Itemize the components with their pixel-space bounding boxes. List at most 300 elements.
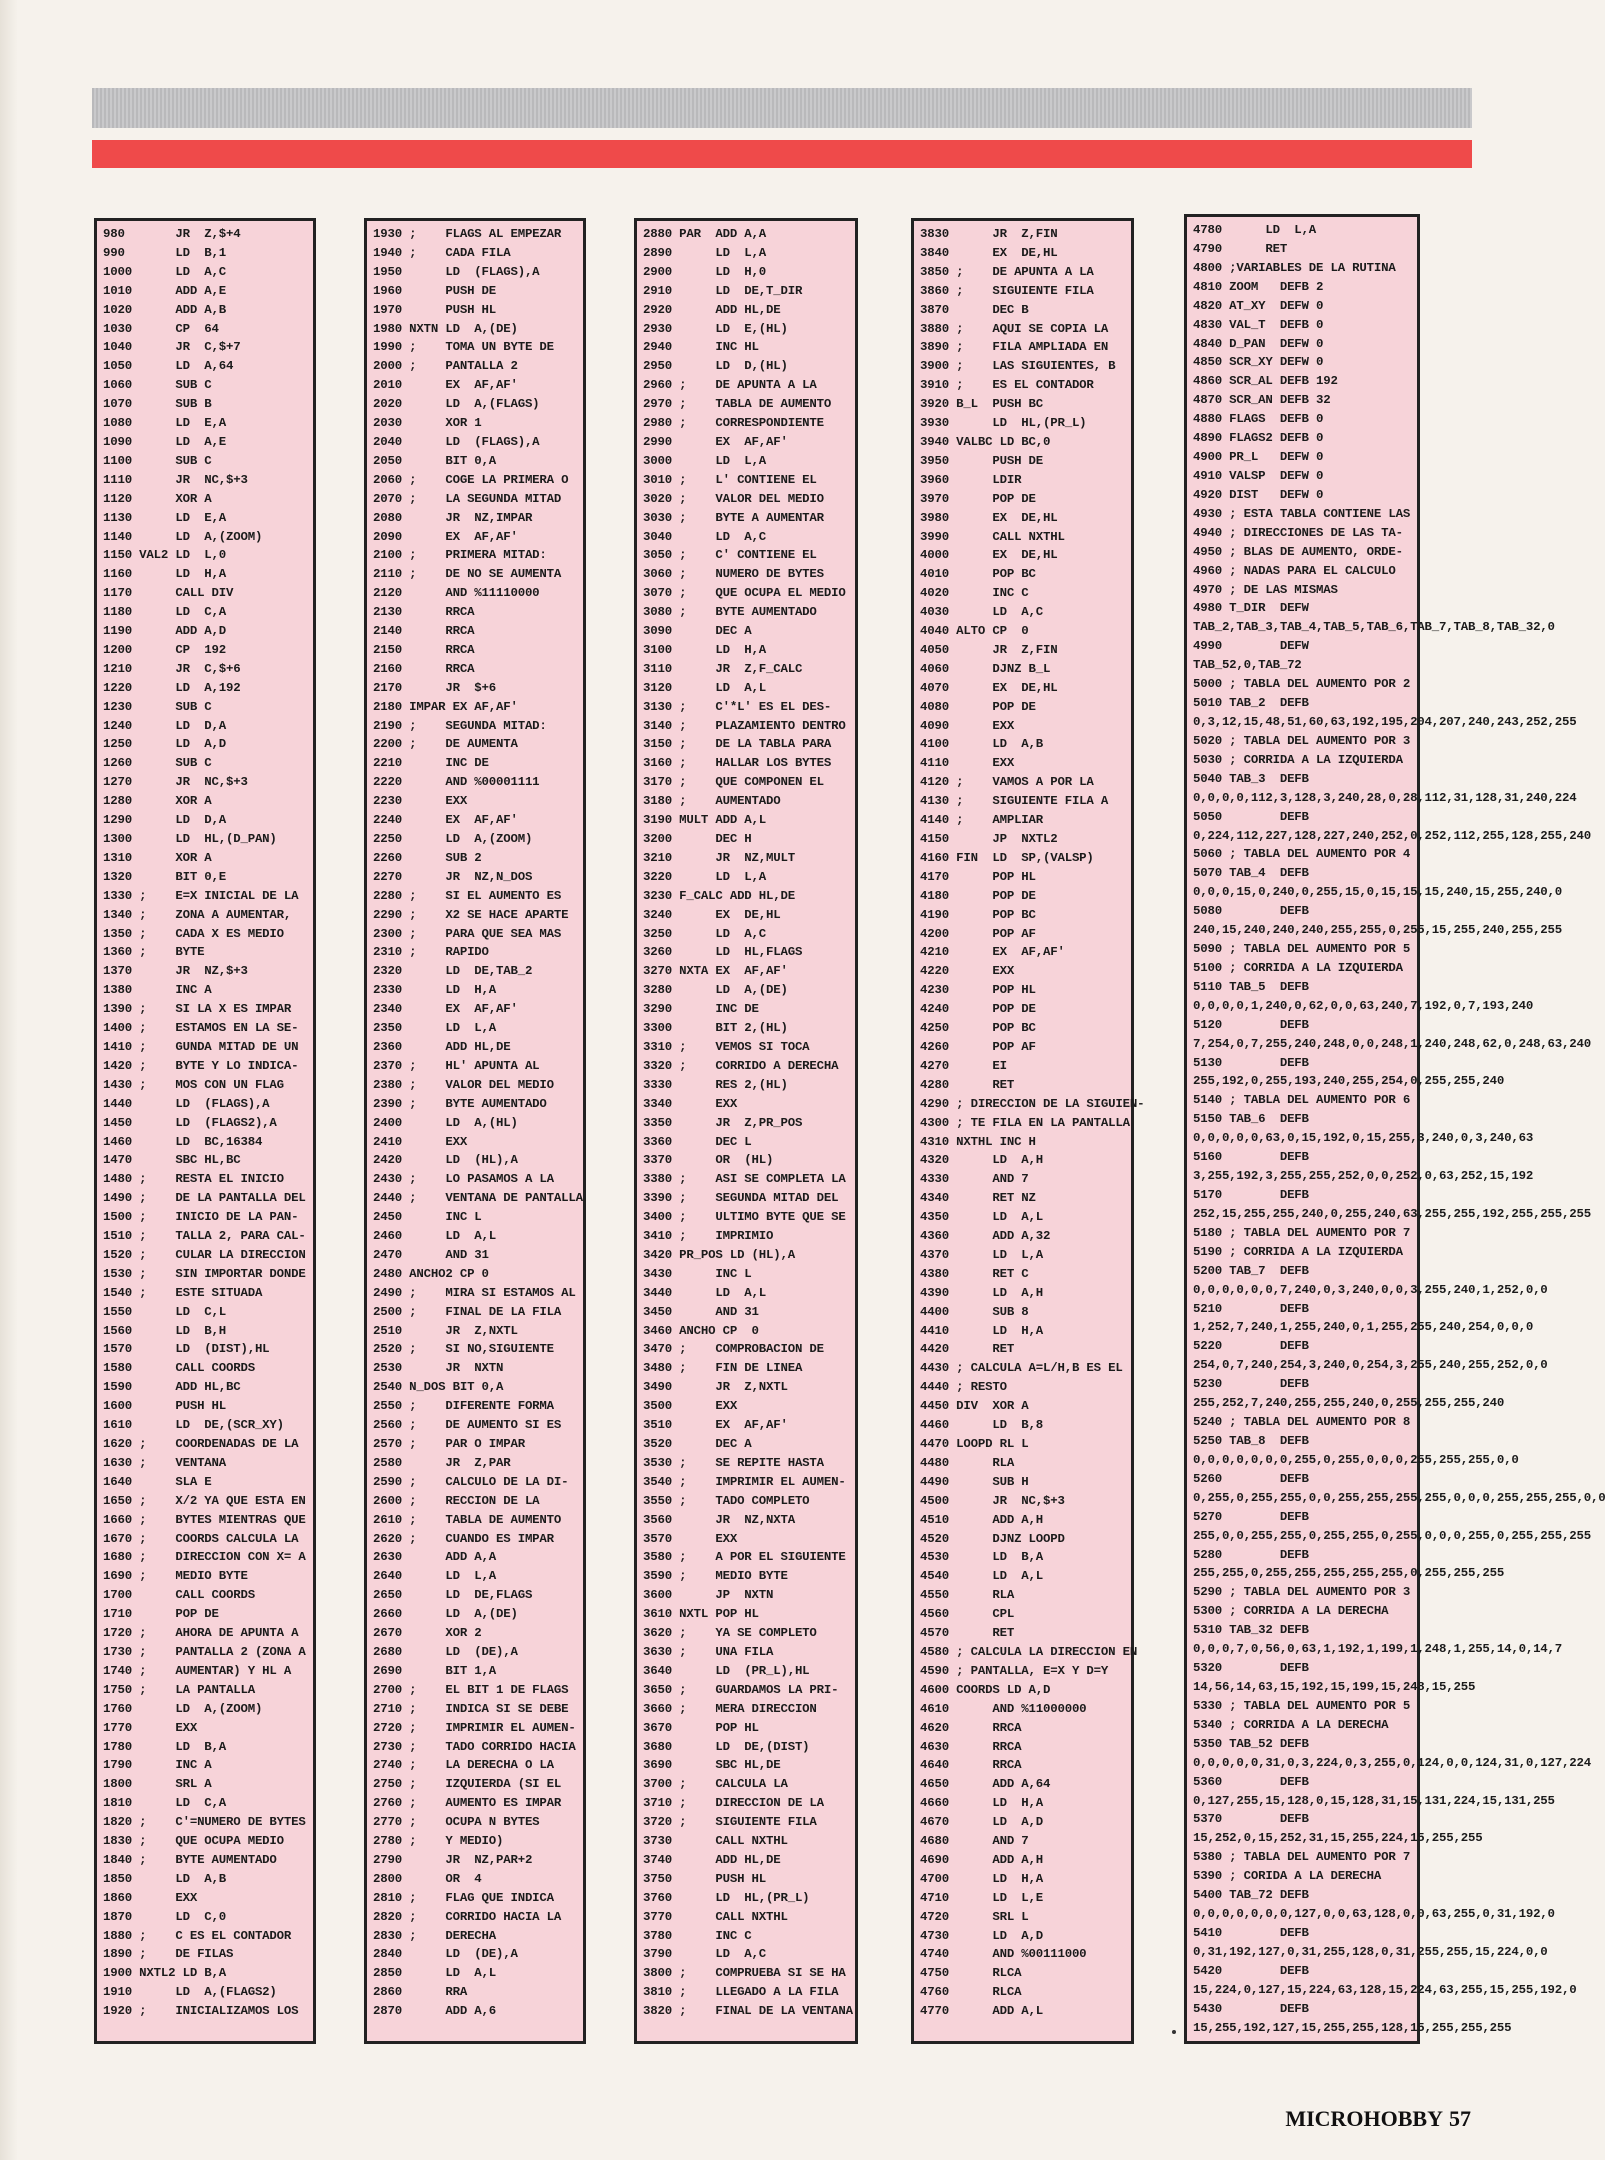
- code-line: 2290 ; X2 SE HACE APARTE: [373, 907, 569, 922]
- code-line: 1840 ; BYTE AUMENTADO: [103, 1852, 277, 1867]
- code-line: 3250 LD A,C: [643, 926, 767, 941]
- code-line: 4660 LD H,A: [920, 1796, 1044, 1811]
- code-line: 5220 DEFB 254,0,7,240,254,3,240,0,254,3,255,240,255,252,0,0: [1193, 1339, 1548, 1373]
- code-line: 4870 SCR_AN DEFB 32: [1193, 393, 1331, 408]
- code-line: 2930 LD E,(HL): [643, 321, 788, 336]
- code-line: 3640 LD (PR_L),HL: [643, 1663, 810, 1678]
- code-line: 1580 CALL COORDS: [103, 1361, 255, 1376]
- code-line: 3000 LD L,A: [643, 453, 767, 468]
- code-line: 4820 AT_XY DEFW 0: [1193, 298, 1324, 313]
- code-line: 3480 ; FIN DE LINEA: [643, 1361, 803, 1376]
- code-line: 2660 LD A,(DE): [373, 1607, 518, 1622]
- code-line: 4250 POP BC: [920, 1021, 1036, 1036]
- code-line: 2510 JR Z,NXTL: [373, 1323, 518, 1338]
- code-line: 1620 ; COORDENADAS DE LA: [103, 1437, 299, 1451]
- code-line: 5270 DEFB 255,0,0,255,255,0,255,255,0,255,0,0,0,255,0,255,255,255: [1193, 1509, 1591, 1543]
- code-line: 3040 LD A,C: [643, 529, 767, 544]
- code-line: 5190 ; CORRIDA A LA IZQUIERDA: [1193, 1244, 1403, 1259]
- code-line: 3880 ; AQUI SE COPIA LA: [920, 321, 1109, 336]
- code-line: 4960 ; NADAS PARA EL CALCULO: [1193, 563, 1396, 578]
- code-line: 2050 BIT 0,A: [373, 453, 497, 468]
- code-line: 2220 AND %00001111: [373, 775, 540, 790]
- code-line: 3080 ; BYTE AUMENTADO: [643, 605, 817, 620]
- code-line: 2820 ; CORRIDO HACIA LA: [373, 1909, 562, 1924]
- code-line: 1260 SUB C: [103, 756, 212, 771]
- code-line: 5170 DEFB 252,15,255,255,240,0,255,240,63,255,255,192,255,255,255: [1193, 1188, 1591, 1221]
- code-line: 4630 RRCA: [920, 1739, 1022, 1754]
- code-line: 4600 COORDS LD A,D: [920, 1682, 1051, 1697]
- code-line: 3050 ; C' CONTIENE EL: [643, 548, 817, 563]
- code-line: 3540 ; IMPRIMIR EL AUMEN-: [643, 1474, 846, 1489]
- code-line: 3140 ; PLAZAMIENTO DENTRO: [643, 718, 846, 733]
- code-line: 2400 LD A,(HL): [373, 1115, 518, 1130]
- code-line: 2380 ; VALOR DEL MEDIO: [373, 1077, 554, 1092]
- code-line: 4830 VAL_T DEFB 0: [1193, 317, 1324, 332]
- code-line: 3010 ; L' CONTIENE EL: [643, 472, 817, 487]
- code-line: 2810 ; FLAG QUE INDICA: [373, 1890, 554, 1905]
- code-line: 1450 LD (FLAGS2),A: [103, 1115, 277, 1130]
- code-line: 3710 ; DIRECCION DE LA: [643, 1796, 824, 1811]
- code-line: 4280 RET: [920, 1077, 1015, 1092]
- code-line: 1570 LD (DIST),HL: [103, 1342, 270, 1357]
- code-line: 5300 ; CORRIDA A LA DERECHA: [1193, 1604, 1389, 1619]
- code-line: 1160 LD H,A: [103, 567, 227, 582]
- code-line: 1970 PUSH HL: [373, 302, 497, 317]
- code-line: 3580 ; A POR EL SIGUIENTE: [643, 1550, 846, 1565]
- code-line: 4880 FLAGS DEFB 0: [1193, 412, 1324, 427]
- code-line: 2970 ; TABLA DE AUMENTO: [643, 397, 832, 412]
- code-line: 4980 T_DIR DEFW TAB_2,TAB_3,TAB_4,TAB_5,TAB_6,TAB_7,TAB_8,TAB_32,0: [1193, 601, 1555, 635]
- code-line: 3460 ANCHO CP 0: [643, 1323, 759, 1338]
- code-line: 1390 ; SI LA X ES IMPAR: [103, 1002, 292, 1017]
- code-line: 1430 ; MOS CON UN FLAG: [103, 1077, 284, 1092]
- code-line: 4330 AND 7: [920, 1172, 1029, 1187]
- code-line: 3320 ; CORRIDO A DERECHA: [643, 1058, 839, 1073]
- code-line: 3150 ; DE LA TABLA PARA: [643, 737, 832, 752]
- code-line: 2350 LD L,A: [373, 1021, 497, 1036]
- code-line: 2280 ; SI EL AUMENTO ES: [373, 888, 562, 903]
- code-line: 3380 ; ASI SE COMPLETA LA: [643, 1172, 846, 1187]
- code-line: 4020 INC C: [920, 586, 1029, 601]
- code-line: 5140 ; TABLA DEL AUMENTO POR 6: [1193, 1093, 1411, 1108]
- code-line: 1380 INC A: [103, 983, 212, 998]
- code-line: 3360 DEC L: [643, 1134, 752, 1149]
- code-line: 3550 ; TADO COMPLETO: [643, 1493, 810, 1508]
- code-line: 3470 ; COMPROBACION DE: [643, 1342, 824, 1357]
- code-line: 3210 JR NZ,MULT: [643, 850, 795, 865]
- code-line: 3510 EX AF,AF': [643, 1418, 788, 1433]
- code-line: 3410 ; IMPRIMIO: [643, 1229, 774, 1244]
- code-line: 1750 ; LA PANTALLA: [103, 1682, 255, 1697]
- code-line: 3910 ; ES EL CONTADOR: [920, 378, 1094, 393]
- code-line: 4570 RET: [920, 1626, 1015, 1641]
- code-line: 1980 NXTN LD A,(DE): [373, 321, 518, 336]
- code-line: 4230 POP HL: [920, 983, 1036, 998]
- code-line: 4010 POP BC: [920, 567, 1036, 582]
- code-line: 1010 ADD A,E: [103, 283, 227, 298]
- code-line: 5390 ; CORIDA A LA DERECHA: [1193, 1869, 1382, 1884]
- code-line: 1850 LD A,B: [103, 1871, 227, 1886]
- code-line: 1170 CALL DIV: [103, 586, 234, 601]
- code-line: 4180 POP DE: [920, 888, 1036, 903]
- code-line: 3620 ; YA SE COMPLETO: [643, 1626, 817, 1641]
- header-grey-band: [92, 88, 1472, 128]
- code-line: 1150 VAL2 LD L,0: [103, 548, 227, 563]
- code-line: 3760 LD HL,(PR_L): [643, 1890, 810, 1905]
- code-line: 2980 ; CORRESPONDIENTE: [643, 416, 824, 431]
- code-line: 4450 DIV XOR A: [920, 1399, 1029, 1414]
- code-line: 2160 RRCA: [373, 661, 475, 676]
- code-line: 3660 ; MERA DIRECCION: [643, 1701, 817, 1716]
- code-line: 5430 DEFB 15,255,192,127,15,255,255,128,15,255,255,255: [1193, 2001, 1512, 2035]
- code-line: 2230 EXX: [373, 794, 468, 809]
- code-line: 4120 ; VAMOS A POR LA: [920, 775, 1094, 790]
- code-line: 2670 XOR 2: [373, 1626, 482, 1641]
- code-line: 1190 ADD A,D: [103, 624, 227, 639]
- code-line: 2680 LD (DE),A: [373, 1644, 518, 1659]
- code-line: 1730 ; PANTALLA 2 (ZONA A: [103, 1644, 306, 1659]
- code-line: 1310 XOR A: [103, 850, 212, 865]
- code-line: 4970 ; DE LAS MISMAS: [1193, 582, 1338, 597]
- code-line: 4210 EX AF,AF': [920, 945, 1065, 960]
- code-line: 2310 ; RAPIDO: [373, 945, 489, 960]
- code-line: 4420 RET: [920, 1342, 1015, 1357]
- code-line: 5020 ; TABLA DEL AUMENTO POR 3: [1193, 733, 1411, 748]
- code-line: 1890 ; DE FILAS: [103, 1947, 234, 1962]
- code-line: 4380 RET C: [920, 1266, 1029, 1281]
- code-line: 3730 CALL NXTHL: [643, 1834, 788, 1849]
- code-line: 5040 TAB_3 DEFB 0,0,0,0,112,3,128,3,240,28,0,28,112,31,128,31,240,224: [1193, 771, 1577, 805]
- code-line: 5050 DEFB 0,224,112,227,128,227,240,252,0,252,112,255,128,255,240: [1193, 809, 1591, 843]
- code-line: 2200 ; DE AUMENTA: [373, 737, 518, 752]
- code-line: 1060 SUB C: [103, 378, 212, 393]
- code-line: 3450 AND 31: [643, 1304, 759, 1319]
- code-line: 2900 LD H,0: [643, 264, 767, 279]
- code-line: 2710 ; INDICA SI SE DEBE: [373, 1701, 569, 1716]
- code-line: 2890 LD L,A: [643, 245, 767, 260]
- code-line: 2590 ; CALCULO DE LA DI-: [373, 1474, 569, 1489]
- code-line: 3980 EX DE,HL: [920, 510, 1058, 525]
- code-line: 4890 FLAGS2 DEFB 0: [1193, 431, 1324, 446]
- code-line: 4670 LD A,D: [920, 1815, 1044, 1830]
- code-line: 2600 ; RECCION DE LA: [373, 1493, 540, 1508]
- code-line: 1680 ; DIRECCION CON X= A: [103, 1550, 306, 1565]
- code-line: 1940 ; CADA FILA: [373, 245, 511, 260]
- code-line: 2320 LD DE,TAB_2: [373, 964, 533, 979]
- code-line: 4360 ADD A,32: [920, 1229, 1051, 1244]
- code-line: 1300 LD HL,(D_PAN): [103, 832, 277, 846]
- code-line: 4490 SUB H: [920, 1474, 1029, 1489]
- code-line: 4750 RLCA: [920, 1966, 1022, 1981]
- code-line: 4390 LD A,H: [920, 1285, 1044, 1300]
- code-line: 4030 LD A,C: [920, 605, 1044, 620]
- code-line: 1420 ; BYTE Y LO INDICA-: [103, 1058, 299, 1073]
- code-line: 4840 D_PAN DEFW 0: [1193, 336, 1324, 351]
- code-line: 5410 DEFB 0,31,192,127,0,31,255,128,0,31,255,255,15,224,0,0: [1193, 1925, 1548, 1959]
- code-line: 4940 ; DIRECCIONES DE LAS TA-: [1193, 525, 1403, 540]
- code-line: 5030 ; CORRIDA A LA IZQUIERDA: [1193, 752, 1403, 767]
- code-line: 3670 POP HL: [643, 1720, 759, 1735]
- code-line: 5250 TAB_8 DEFB 0,0,0,0,0,0,0,255,0,255,0,0,0,255,255,255,0,0: [1193, 1434, 1519, 1467]
- code-line: 1340 ; ZONA A AUMENTAR,: [103, 907, 292, 922]
- code-line: 2960 ; DE APUNTA A LA: [643, 378, 817, 393]
- code-line: 1530 ; SIN IMPORTAR DONDE: [103, 1266, 306, 1281]
- code-line: 3600 JP NXTN: [643, 1588, 774, 1603]
- code-line: 1000 LD A,C: [103, 264, 227, 279]
- code-line: 1860 EXX: [103, 1890, 198, 1905]
- code-line: 4100 LD A,B: [920, 737, 1044, 752]
- code-line: 980 JR Z,$+4: [103, 227, 241, 241]
- code-line: 3100 LD H,A: [643, 642, 767, 657]
- code-line: 2740 ; LA DERECHA O LA: [373, 1758, 554, 1773]
- code-line: 1470 SBC HL,BC: [103, 1153, 241, 1168]
- code-line: 3200 DEC H: [643, 832, 752, 846]
- page-edge: [0, 0, 18, 2160]
- code-line: 2910 LD DE,T_DIR: [643, 283, 803, 298]
- code-line: 2730 ; TADO CORRIDO HACIA: [373, 1739, 576, 1754]
- code-line: 5000 ; TABLA DEL AUMENTO POR 2: [1193, 677, 1411, 692]
- code-line: 2140 RRCA: [373, 624, 475, 639]
- code-line: 4370 LD L,A: [920, 1247, 1044, 1262]
- code-line: 2300 ; PARA QUE SEA MAS: [373, 926, 562, 941]
- code-line: 1800 SRL A: [103, 1777, 212, 1792]
- code-line: 4860 SCR_AL DEFB 192: [1193, 374, 1338, 389]
- code-line: 3940 VALBC LD BC,0: [920, 434, 1051, 449]
- code-line: 2760 ; AUMENTO ES IMPAR: [373, 1796, 562, 1811]
- code-line: 3160 ; HALLAR LOS BYTES: [643, 756, 832, 771]
- code-line: 1870 LD C,0: [103, 1909, 227, 1924]
- code-line: 2630 ADD A,A: [373, 1550, 497, 1565]
- code-line: 4470 LOOPD RL L: [920, 1437, 1029, 1451]
- code-line: 4050 JR Z,FIN: [920, 642, 1058, 657]
- code-line: 3830 JR Z,FIN: [920, 227, 1058, 241]
- code-line: 2210 INC DE: [373, 756, 489, 771]
- code-line: 4190 POP BC: [920, 907, 1036, 922]
- code-line: 1230 SUB C: [103, 699, 212, 714]
- code-line: 5210 DEFB 1,252,7,240,1,255,240,0,1,255,255,240,254,0,0,0: [1193, 1301, 1534, 1335]
- listing-column-3: [634, 218, 858, 2044]
- code-line: 2470 AND 31: [373, 1247, 489, 1262]
- code-line: 3810 ; LLEGADO A LA FILA: [643, 1985, 839, 2000]
- code-line: 4800 ;VARIABLES DE LA RUTINA: [1193, 260, 1396, 275]
- code-line: 4950 ; BLAS DE AUMENTO, ORDE-: [1193, 544, 1403, 559]
- code-line: 4900 PR_L DEFW 0: [1193, 450, 1324, 465]
- code-line: 3840 EX DE,HL: [920, 245, 1058, 260]
- code-line: 2170 JR $+6: [373, 680, 497, 695]
- code-line: 4540 LD A,L: [920, 1569, 1044, 1584]
- code-line: 1950 LD (FLAGS),A: [373, 264, 540, 279]
- magazine-name: MICROHOBBY: [1285, 2106, 1443, 2131]
- code-line: 3280 LD A,(DE): [643, 983, 788, 998]
- code-line: 3920 B_L PUSH BC: [920, 397, 1044, 412]
- code-line: 4690 ADD A,H: [920, 1852, 1044, 1867]
- code-line: 2180 IMPAR EX AF,AF': [373, 699, 518, 714]
- code-line: 4930 ; ESTA TABLA CONTIENE LAS: [1193, 506, 1411, 521]
- code-line: 3030 ; BYTE A AUMENTAR: [643, 510, 824, 525]
- code-line: 1330 ; E=X INICIAL DE LA: [103, 888, 299, 903]
- code-line: 2720 ; IMPRIMIR EL AUMEN-: [373, 1720, 576, 1735]
- listing-column-4: [911, 218, 1145, 2044]
- code-line: 2500 ; FINAL DE LA FILA: [373, 1304, 562, 1319]
- code-line: 1400 ; ESTAMOS EN LA SE-: [103, 1021, 299, 1036]
- code-line: 3420 PR_POS LD (HL),A: [643, 1247, 795, 1262]
- code-line: 5310 TAB_32 DEFB 0,0,0,7,0,56,0,63,1,192,1,199,1,248,1,255,14,0,14,7: [1193, 1623, 1563, 1657]
- code-line: 3820 ; FINAL DE LA VENTANA: [643, 2004, 853, 2019]
- code-line: 1910 LD A,(FLAGS2): [103, 1985, 277, 2000]
- code-line: 1100 SUB C: [103, 453, 212, 468]
- code-line: 4310 NXTHL INC H: [920, 1134, 1036, 1149]
- code-line: 1280 XOR A: [103, 794, 212, 809]
- code-line: 1710 POP DE: [103, 1607, 219, 1622]
- code-line: 4040 ALTO CP 0: [920, 624, 1029, 639]
- code-line: 1030 CP 64: [103, 321, 219, 336]
- code-line: 4640 RRCA: [920, 1758, 1022, 1773]
- code-line: 4240 POP DE: [920, 1002, 1036, 1017]
- code-line: 2570 ; PAR O IMPAR: [373, 1437, 525, 1451]
- code-line: 4910 VALSP DEFW 0: [1193, 468, 1324, 483]
- code-line: 5100 ; CORRIDA A LA IZQUIERDA: [1193, 960, 1403, 975]
- code-line: 3310 ; VEMOS SI TOCA: [643, 1039, 810, 1054]
- code-line: 3890 ; FILA AMPLIADA EN: [920, 340, 1109, 355]
- code-line: 5160 DEFB 3,255,192,3,255,255,252,0,0,252,0,63,252,15,192: [1193, 1150, 1534, 1184]
- code-line: 3500 EXX: [643, 1399, 738, 1414]
- code-line: 5070 TAB_4 DEFB 0,0,0,15,0,240,0,255,15,0,15,15,15,240,15,255,240,0: [1193, 866, 1563, 900]
- code-line: 3780 INC C: [643, 1928, 752, 1943]
- code-line: 2100 ; PRIMERA MITAD:: [373, 548, 547, 563]
- code-line: 3290 INC DE: [643, 1002, 759, 1017]
- code-line: 3970 POP DE: [920, 491, 1036, 506]
- code-line: 1960 PUSH DE: [373, 283, 497, 298]
- code-line: 2620 ; CUANDO ES IMPAR: [373, 1531, 554, 1546]
- code-line: 3650 ; GUARDAMOS LA PRI-: [643, 1682, 839, 1697]
- code-line: 2330 LD H,A: [373, 983, 497, 998]
- code-line: 4760 RLCA: [920, 1985, 1022, 2000]
- code-line: 4620 RRCA: [920, 1720, 1022, 1735]
- code-line: 4510 ADD A,H: [920, 1512, 1044, 1527]
- code-line: 4770 ADD A,L: [920, 2004, 1044, 2019]
- code-line: 4140 ; AMPLIAR: [920, 813, 1044, 828]
- code-line: 4520 DJNZ LOOPD: [920, 1531, 1065, 1546]
- code-line: 3120 LD A,L: [643, 680, 767, 695]
- code-line: 2750 ; IZQUIERDA (SI EL: [373, 1777, 562, 1792]
- code-line: 2120 AND %11110000: [373, 586, 540, 601]
- code-line: 3340 EXX: [643, 1096, 738, 1111]
- code-line: 1180 LD C,A: [103, 605, 227, 620]
- code-line: 2110 ; DE NO SE AUMENTA: [373, 567, 562, 582]
- code-line: 2010 EX AF,AF': [373, 378, 518, 393]
- code-line: 2480 ANCHO2 CP 0: [373, 1266, 489, 1281]
- code-line: 5110 TAB_5 DEFB 0,0,0,0,1,240,0,62,0,0,63,240,7,192,0,7,193,240: [1193, 979, 1534, 1013]
- code-line: 2430 ; LO PASAMOS A LA: [373, 1172, 554, 1187]
- code-line: 5080 DEFB 240,15,240,240,240,255,255,0,255,15,255,240,255,255: [1193, 904, 1563, 938]
- code-line: 2700 ; EL BIT 1 DE FLAGS: [373, 1682, 569, 1697]
- code-line: 4740 AND %00111000: [920, 1947, 1087, 1962]
- code-line: 4080 POP DE: [920, 699, 1036, 714]
- code-line: 5380 ; TABLA DEL AUMENTO POR 7: [1193, 1850, 1411, 1865]
- code-line: 4790 RET: [1193, 241, 1288, 256]
- code-line: 2550 ; DIFERENTE FORMA: [373, 1399, 554, 1414]
- code-line: 2870 ADD A,6: [373, 2004, 497, 2019]
- code-line: 2990 EX AF,AF': [643, 434, 788, 449]
- code-line: 2080 JR NZ,IMPAR: [373, 510, 533, 525]
- code-line: 5330 ; TABLA DEL AUMENTO POR 5: [1193, 1698, 1411, 1713]
- code-line: 4700 LD H,A: [920, 1871, 1044, 1886]
- code-line: 5060 ; TABLA DEL AUMENTO POR 4: [1193, 847, 1411, 862]
- code-line: 1410 ; GUNDA MITAD DE UN: [103, 1039, 299, 1054]
- code-line: 3900 ; LAS SIGUIENTES, B: [920, 359, 1116, 374]
- code-line: 3870 DEC B: [920, 302, 1029, 317]
- code-line: 1240 LD D,A: [103, 718, 227, 733]
- listing-column-1: [94, 218, 316, 2044]
- header-red-band: [92, 140, 1472, 168]
- code-line: 5240 ; TABLA DEL AUMENTO POR 8: [1193, 1415, 1411, 1430]
- code-line: 4810 ZOOM DEFB 2: [1193, 279, 1324, 294]
- code-line: 2460 LD A,L: [373, 1229, 497, 1244]
- code-line: 3630 ; UNA FILA: [643, 1644, 774, 1659]
- code-line: 5090 ; TABLA DEL AUMENTO POR 5: [1193, 942, 1411, 957]
- code-line: 2340 EX AF,AF': [373, 1002, 518, 1017]
- code-line: 4320 LD A,H: [920, 1153, 1044, 1168]
- code-line: 3430 INC L: [643, 1266, 752, 1281]
- code-line: 2640 LD L,A: [373, 1569, 497, 1584]
- code-line: 2850 LD A,L: [373, 1966, 497, 1981]
- code-line: 3680 LD DE,(DIST): [643, 1739, 810, 1754]
- code-line: 2040 LD (FLAGS),A: [373, 434, 540, 449]
- code-line: 2410 EXX: [373, 1134, 468, 1149]
- code-line: 2090 EX AF,AF': [373, 529, 518, 544]
- code-line: 3240 EX DE,HL: [643, 907, 781, 922]
- code-line: 3960 LDIR: [920, 472, 1022, 487]
- code-line: 2790 JR NZ,PAR+2: [373, 1852, 533, 1867]
- code-line: 3110 JR Z,F_CALC: [643, 661, 803, 676]
- code-line: 2880 PAR ADD A,A: [643, 227, 767, 241]
- code-line: 5130 DEFB 255,192,0,255,193,240,255,254,0,255,255,240: [1193, 1055, 1505, 1089]
- page-number: 57: [1449, 2106, 1471, 2131]
- code-line: 3060 ; NUMERO DE BYTES: [643, 567, 824, 582]
- code-line: 1040 JR C,$+7: [103, 340, 241, 355]
- code-line: 1440 LD (FLAGS),A: [103, 1096, 270, 1111]
- code-line: 3020 ; VALOR DEL MEDIO: [643, 491, 824, 506]
- code-line: 4530 LD B,A: [920, 1550, 1044, 1565]
- code-line: 1780 LD B,A: [103, 1739, 227, 1754]
- code-line: 2520 ; SI NO,SIGUIENTE: [373, 1342, 554, 1357]
- code-line: 3570 EXX: [643, 1531, 738, 1546]
- code-line: 1650 ; X/2 YA QUE ESTA EN: [103, 1493, 306, 1508]
- code-line: 4350 LD A,L: [920, 1210, 1044, 1225]
- code-line: 4410 LD H,A: [920, 1323, 1044, 1338]
- code-line: 5280 DEFB 255,255,0,255,255,255,255,255,0,255,255,255: [1193, 1547, 1505, 1581]
- code-line: 4430 ; CALCULA A=L/H,B ES EL: [920, 1361, 1123, 1376]
- code-line: 4610 AND %11000000: [920, 1701, 1087, 1716]
- code-line: 1700 CALL COORDS: [103, 1588, 255, 1603]
- code-line: 4060 DJNZ B_L: [920, 661, 1051, 676]
- code-line: 2440 ; VENTANA DE PANTALLA: [373, 1191, 583, 1206]
- code-line: 1930 ; FLAGS AL EMPEZAR: [373, 227, 562, 241]
- code-line: 2940 INC HL: [643, 340, 759, 355]
- code-line: 2070 ; LA SEGUNDA MITAD: [373, 491, 562, 506]
- listing-column-2: [364, 218, 586, 2044]
- code-line: 4920 DIST DEFW 0: [1193, 487, 1324, 502]
- code-line: 5260 DEFB 0,255,0,255,255,0,0,255,255,255,255,0,0,0,255,255,255,0,0: [1193, 1471, 1605, 1505]
- code-line: 2190 ; SEGUNDA MITAD:: [373, 718, 547, 733]
- code-line: 3180 ; AUMENTADO: [643, 794, 781, 809]
- code-line: 4110 EXX: [920, 756, 1015, 771]
- code-line: 3090 DEC A: [643, 624, 752, 639]
- code-line: 3950 PUSH DE: [920, 453, 1044, 468]
- code-line: 2260 SUB 2: [373, 850, 482, 865]
- code-line: 4220 EXX: [920, 964, 1015, 979]
- code-line: 5360 DEFB 0,127,255,15,128,0,15,128,31,15,131,224,15,131,255: [1193, 1774, 1555, 1808]
